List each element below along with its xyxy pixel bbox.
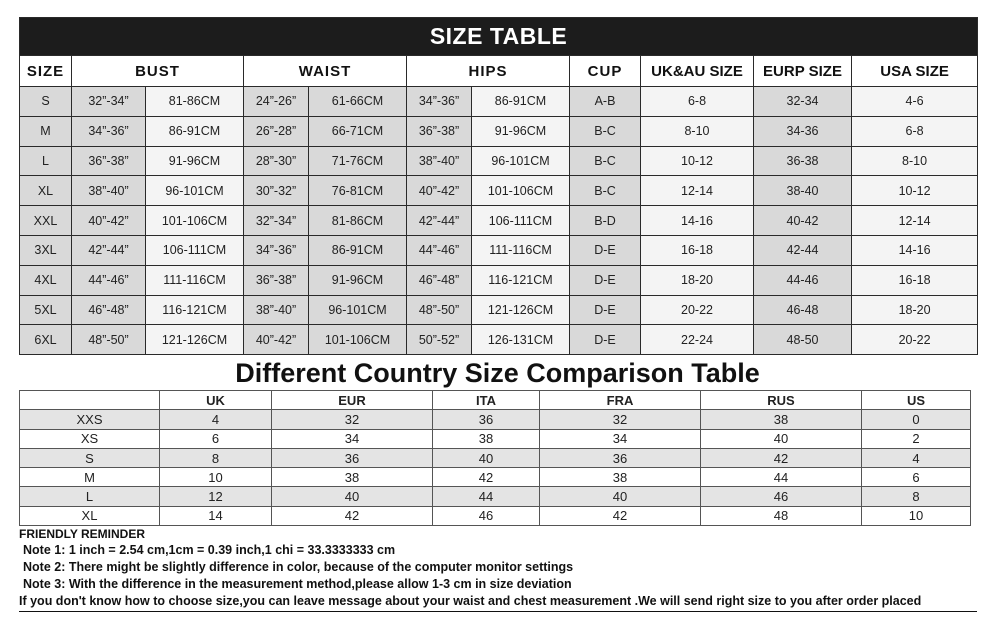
comparison-value-cell: 36 xyxy=(433,410,540,429)
waist-cm-cell: 71-76CM xyxy=(309,146,407,176)
comparison-value-cell: 12 xyxy=(160,487,272,506)
size-cell: L xyxy=(20,146,72,176)
size-table-body xyxy=(20,87,978,355)
size-cell: 6XL xyxy=(20,325,72,355)
comparison-value-cell: 48 xyxy=(701,506,862,525)
waist-cm-cell: 96-101CM xyxy=(309,295,407,325)
bust-inches-cell: 48”-50” xyxy=(72,325,146,355)
bust-cm-cell: 101-106CM xyxy=(146,206,244,236)
comparison-header-eur: EUR xyxy=(272,391,433,410)
comparison-size-label: XS xyxy=(20,429,160,448)
comparison-size-label: L xyxy=(20,487,160,506)
cup-cell: B-D xyxy=(570,206,641,236)
comparison-value-cell: 40 xyxy=(433,448,540,467)
comparison-value-cell: 4 xyxy=(160,410,272,429)
bust-inches-cell: 46”-48” xyxy=(72,295,146,325)
comparison-value-cell: 6 xyxy=(160,429,272,448)
waist-cm-cell: 81-86CM xyxy=(309,206,407,236)
comparison-value-cell: 4 xyxy=(862,448,971,467)
hips-inches-cell: 40”-42” xyxy=(407,176,472,206)
comparison-value-cell: 14 xyxy=(160,506,272,525)
waist-cm-cell: 76-81CM xyxy=(309,176,407,206)
note-3: Note 3: With the difference in the measurement method,please allow 1-3 cm in size deviation xyxy=(23,577,572,591)
comparison-value-cell: 38 xyxy=(433,429,540,448)
uk-au-size-cell: 10-12 xyxy=(641,146,754,176)
comparison-row xyxy=(20,487,971,506)
bust-inches-cell: 40”-42” xyxy=(72,206,146,236)
eurp-size-cell: 32-34 xyxy=(754,87,852,117)
waist-inches-cell: 34”-36” xyxy=(244,235,309,265)
bust-inches-cell: 32”-34” xyxy=(72,87,146,117)
comparison-value-cell: 40 xyxy=(540,487,701,506)
uk-au-size-cell: 14-16 xyxy=(641,206,754,236)
comparison-value-cell: 10 xyxy=(862,506,971,525)
comparison-value-cell: 32 xyxy=(272,410,433,429)
comparison-value-cell: 38 xyxy=(701,410,862,429)
notes-section xyxy=(19,526,979,612)
cup-cell: B-C xyxy=(570,146,641,176)
header-waist: WAIST xyxy=(244,56,407,87)
friendly-reminder-heading: FRIENDLY REMINDER xyxy=(19,527,146,541)
size-table-row xyxy=(20,87,978,117)
size-cell: S xyxy=(20,87,72,117)
eurp-size-cell: 38-40 xyxy=(754,176,852,206)
eurp-size-cell: 40-42 xyxy=(754,206,852,236)
bust-inches-cell: 36”-38” xyxy=(72,146,146,176)
hips-inches-cell: 50”-52” xyxy=(407,325,472,355)
header-hips: HIPS xyxy=(407,56,570,87)
bust-cm-cell: 81-86CM xyxy=(146,87,244,117)
uk-au-size-cell: 8-10 xyxy=(641,116,754,146)
waist-cm-cell: 91-96CM xyxy=(309,265,407,295)
cup-cell: D-E xyxy=(570,265,641,295)
comparison-value-cell: 32 xyxy=(540,410,701,429)
comparison-value-cell: 38 xyxy=(540,468,701,487)
usa-size-cell: 14-16 xyxy=(852,235,978,265)
comparison-value-cell: 6 xyxy=(862,468,971,487)
comparison-value-cell: 2 xyxy=(862,429,971,448)
comparison-size-label: M xyxy=(20,468,160,487)
size-table-row xyxy=(20,325,978,355)
eurp-size-cell: 48-50 xyxy=(754,325,852,355)
usa-size-cell: 6-8 xyxy=(852,116,978,146)
hips-cm-cell: 126-131CM xyxy=(472,325,570,355)
bust-cm-cell: 116-121CM xyxy=(146,295,244,325)
comparison-value-cell: 42 xyxy=(433,468,540,487)
waist-cm-cell: 66-71CM xyxy=(309,116,407,146)
comparison-header-ita: ITA xyxy=(433,391,540,410)
waist-cm-cell: 101-106CM xyxy=(309,325,407,355)
cup-cell: D-E xyxy=(570,235,641,265)
header-cup: CUP xyxy=(570,56,641,87)
comparison-size-label: XXS xyxy=(20,410,160,429)
size-table-row xyxy=(20,235,978,265)
hips-cm-cell: 91-96CM xyxy=(472,116,570,146)
hips-inches-cell: 38”-40” xyxy=(407,146,472,176)
eurp-size-cell: 34-36 xyxy=(754,116,852,146)
eurp-size-cell: 42-44 xyxy=(754,235,852,265)
eurp-size-cell: 36-38 xyxy=(754,146,852,176)
uk-au-size-cell: 20-22 xyxy=(641,295,754,325)
hips-cm-cell: 121-126CM xyxy=(472,295,570,325)
cup-cell: D-E xyxy=(570,295,641,325)
header-usa-size: USA SIZE xyxy=(852,56,978,87)
size-table-row xyxy=(20,265,978,295)
bust-inches-cell: 38”-40” xyxy=(72,176,146,206)
comparison-value-cell: 0 xyxy=(862,410,971,429)
size-cell: XXL xyxy=(20,206,72,236)
uk-au-size-cell: 12-14 xyxy=(641,176,754,206)
waist-inches-cell: 26”-28” xyxy=(244,116,309,146)
comparison-row xyxy=(20,429,971,448)
comparison-row xyxy=(20,410,971,429)
cup-cell: B-C xyxy=(570,176,641,206)
comparison-header-uk: UK xyxy=(160,391,272,410)
bust-inches-cell: 42”-44” xyxy=(72,235,146,265)
size-cell: XL xyxy=(20,176,72,206)
usa-size-cell: 18-20 xyxy=(852,295,978,325)
uk-au-size-cell: 6-8 xyxy=(641,87,754,117)
usa-size-cell: 8-10 xyxy=(852,146,978,176)
size-table-row xyxy=(20,116,978,146)
comparison-row xyxy=(20,506,971,525)
hips-inches-cell: 34”-36” xyxy=(407,87,472,117)
bust-inches-cell: 34”-36” xyxy=(72,116,146,146)
comparison-value-cell: 42 xyxy=(272,506,433,525)
hips-inches-cell: 36”-38” xyxy=(407,116,472,146)
waist-cm-cell: 61-66CM xyxy=(309,87,407,117)
waist-inches-cell: 40”-42” xyxy=(244,325,309,355)
note-2: Note 2: There might be slightly difference in color, because of the computer monitor settings xyxy=(23,560,574,574)
header-size: SIZE xyxy=(20,56,72,87)
comparison-value-cell: 34 xyxy=(540,429,701,448)
bust-cm-cell: 121-126CM xyxy=(146,325,244,355)
size-table xyxy=(19,17,978,355)
size-table-row xyxy=(20,206,978,236)
waist-inches-cell: 28”-30” xyxy=(244,146,309,176)
comparison-size-label: XL xyxy=(20,506,160,525)
hips-cm-cell: 116-121CM xyxy=(472,265,570,295)
note-1: Note 1: 1 inch = 2.54 cm,1cm = 0.39 inch,1 chi = 33.3333333 cm xyxy=(23,543,396,557)
comparison-table xyxy=(19,390,971,526)
cup-cell: D-E xyxy=(570,325,641,355)
eurp-size-cell: 46-48 xyxy=(754,295,852,325)
comparison-table-body xyxy=(20,410,971,526)
hips-cm-cell: 106-111CM xyxy=(472,206,570,236)
bust-cm-cell: 91-96CM xyxy=(146,146,244,176)
header-uk-au-size: UK&AU SIZE xyxy=(641,56,754,87)
size-cell: 4XL xyxy=(20,265,72,295)
usa-size-cell: 10-12 xyxy=(852,176,978,206)
bust-cm-cell: 106-111CM xyxy=(146,235,244,265)
comparison-value-cell: 46 xyxy=(433,506,540,525)
bust-cm-cell: 111-116CM xyxy=(146,265,244,295)
hips-cm-cell: 86-91CM xyxy=(472,87,570,117)
size-table-row xyxy=(20,176,978,206)
comparison-row xyxy=(20,448,971,467)
uk-au-size-cell: 16-18 xyxy=(641,235,754,265)
comparison-value-cell: 36 xyxy=(540,448,701,467)
waist-inches-cell: 38”-40” xyxy=(244,295,309,325)
comparison-header-us: US xyxy=(862,391,971,410)
size-cell: M xyxy=(20,116,72,146)
usa-size-cell: 16-18 xyxy=(852,265,978,295)
comparison-size-label: S xyxy=(20,448,160,467)
comparison-value-cell: 38 xyxy=(272,468,433,487)
comparison-value-cell: 40 xyxy=(272,487,433,506)
comparison-value-cell: 40 xyxy=(701,429,862,448)
comparison-header-rus: RUS xyxy=(701,391,862,410)
hips-cm-cell: 101-106CM xyxy=(472,176,570,206)
cup-cell: A-B xyxy=(570,87,641,117)
uk-au-size-cell: 18-20 xyxy=(641,265,754,295)
comparison-corner-cell xyxy=(20,391,160,410)
usa-size-cell: 20-22 xyxy=(852,325,978,355)
hips-cm-cell: 111-116CM xyxy=(472,235,570,265)
comparison-value-cell: 42 xyxy=(540,506,701,525)
usa-size-cell: 12-14 xyxy=(852,206,978,236)
bust-inches-cell: 44”-46” xyxy=(72,265,146,295)
size-advice-note: If you don't know how to choose size,you can leave message about your waist and chest measurement .We will send right size to you after order placed xyxy=(19,593,977,612)
hips-inches-cell: 42”-44” xyxy=(407,206,472,236)
size-cell: 5XL xyxy=(20,295,72,325)
waist-inches-cell: 24”-26” xyxy=(244,87,309,117)
bust-cm-cell: 96-101CM xyxy=(146,176,244,206)
waist-inches-cell: 32”-34” xyxy=(244,206,309,236)
comparison-value-cell: 42 xyxy=(701,448,862,467)
bust-cm-cell: 86-91CM xyxy=(146,116,244,146)
header-bust: BUST xyxy=(72,56,244,87)
comparison-title: Different Country Size Comparison Table xyxy=(235,358,760,388)
comparison-header-fra: FRA xyxy=(540,391,701,410)
hips-inches-cell: 46”-48” xyxy=(407,265,472,295)
comparison-value-cell: 44 xyxy=(701,468,862,487)
hips-inches-cell: 48”-50” xyxy=(407,295,472,325)
eurp-size-cell: 44-46 xyxy=(754,265,852,295)
waist-cm-cell: 86-91CM xyxy=(309,235,407,265)
size-table-title: SIZE TABLE xyxy=(20,18,978,56)
size-table-row xyxy=(20,146,978,176)
comparison-value-cell: 44 xyxy=(433,487,540,506)
comparison-value-cell: 36 xyxy=(272,448,433,467)
uk-au-size-cell: 22-24 xyxy=(641,325,754,355)
comparison-value-cell: 34 xyxy=(272,429,433,448)
size-table-row xyxy=(20,295,978,325)
size-cell: 3XL xyxy=(20,235,72,265)
comparison-value-cell: 46 xyxy=(701,487,862,506)
cup-cell: B-C xyxy=(570,116,641,146)
comparison-row xyxy=(20,468,971,487)
comparison-value-cell: 10 xyxy=(160,468,272,487)
waist-inches-cell: 30”-32” xyxy=(244,176,309,206)
usa-size-cell: 4-6 xyxy=(852,87,978,117)
hips-inches-cell: 44”-46” xyxy=(407,235,472,265)
comparison-value-cell: 8 xyxy=(862,487,971,506)
header-eurp-size: EURP SIZE xyxy=(754,56,852,87)
comparison-value-cell: 8 xyxy=(160,448,272,467)
waist-inches-cell: 36”-38” xyxy=(244,265,309,295)
hips-cm-cell: 96-101CM xyxy=(472,146,570,176)
